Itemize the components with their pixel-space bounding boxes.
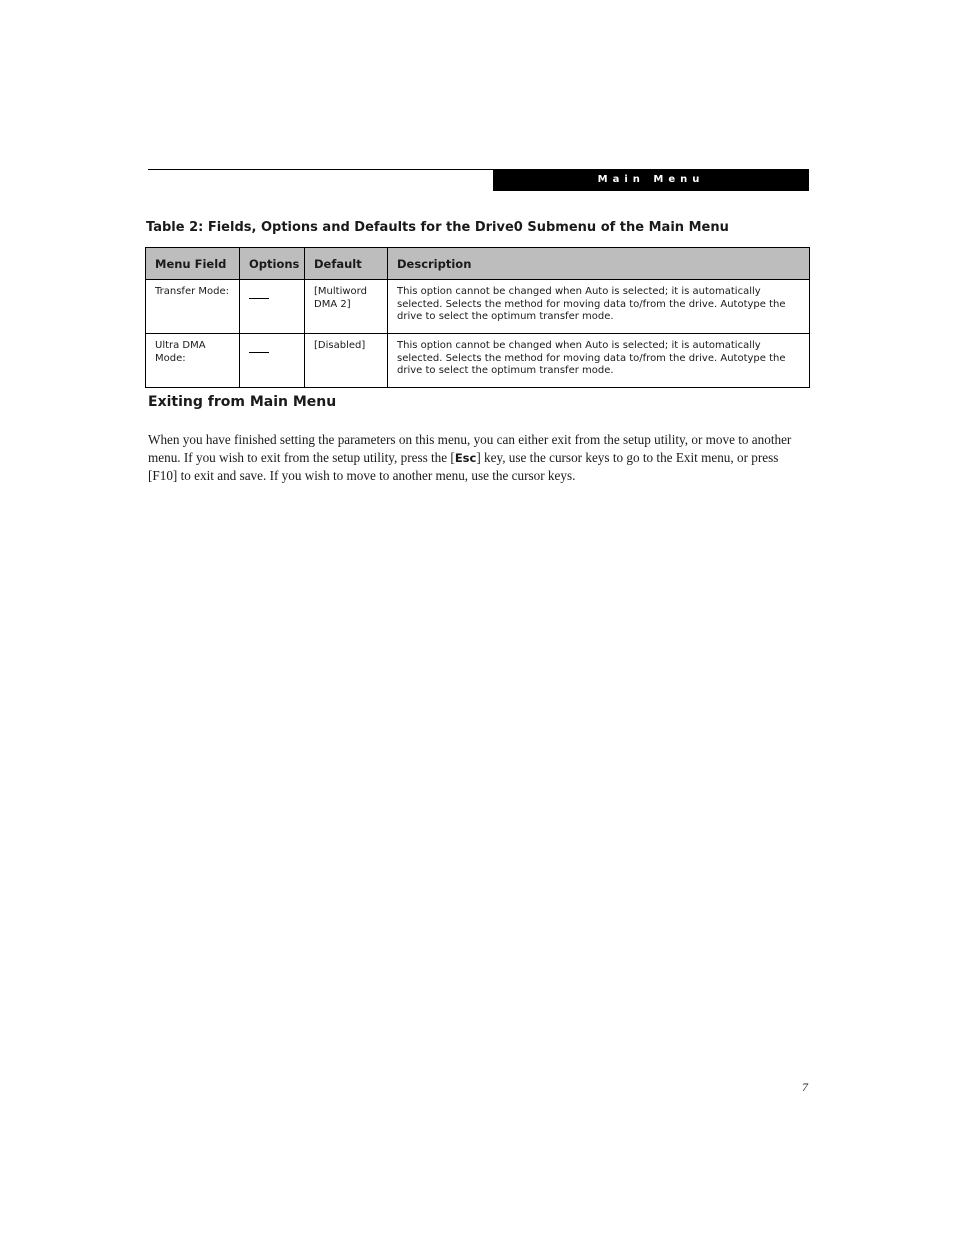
table-header-row [146, 248, 810, 280]
column-header-options: Options [240, 248, 305, 280]
section-heading: Exiting from Main Menu [148, 394, 337, 410]
column-header-menu-field: Menu Field [146, 248, 240, 280]
menu-field-cell: Ultra DMA Mode: [146, 334, 240, 388]
description-cell: This option cannot be changed when Auto is selected; it is automatically selected. Selects the method for moving data to/from the drive. Autotype the drive to select the optimum transfer mode. [388, 280, 810, 334]
table-caption: Table 2: Fields, Options and Defaults for the Drive0 Submenu of the Main Menu [146, 220, 729, 235]
empty-option-dash [249, 298, 269, 299]
body-paragraph [148, 431, 810, 485]
paragraph-text-start: When you have finished setting the parameters on this menu, you can either exit from the setup utility, or move to another menu. If you wish to exit from the setup utility, press the [ [148, 432, 792, 465]
page-number: 7 [802, 1080, 808, 1094]
options-cell [240, 334, 305, 388]
column-header-default: Default [305, 248, 388, 280]
menu-field-cell: Transfer Mode: [146, 280, 240, 334]
table-row [146, 334, 810, 388]
drive0-options-table [145, 247, 810, 388]
default-cell: [Multiword DMA 2] [305, 280, 388, 334]
esc-key-label: Esc [454, 450, 477, 465]
default-cell: [Disabled] [305, 334, 388, 388]
table-row [146, 280, 810, 334]
description-cell: This option cannot be changed when Auto is selected; it is automatically selected. Selects the method for moving data to/from the drive. Autotype the drive to select the optimum transfer mode. [388, 334, 810, 388]
column-header-description: Description [388, 248, 810, 280]
paragraph-text-end: ] key, use the cursor keys to go to the Exit menu, or press [F10] to exit and save. If you wish to move to another menu, use the cursor keys. [148, 449, 779, 484]
empty-option-dash [249, 352, 269, 353]
options-cell [240, 280, 305, 334]
header-section-tab: Main Menu [493, 169, 809, 191]
